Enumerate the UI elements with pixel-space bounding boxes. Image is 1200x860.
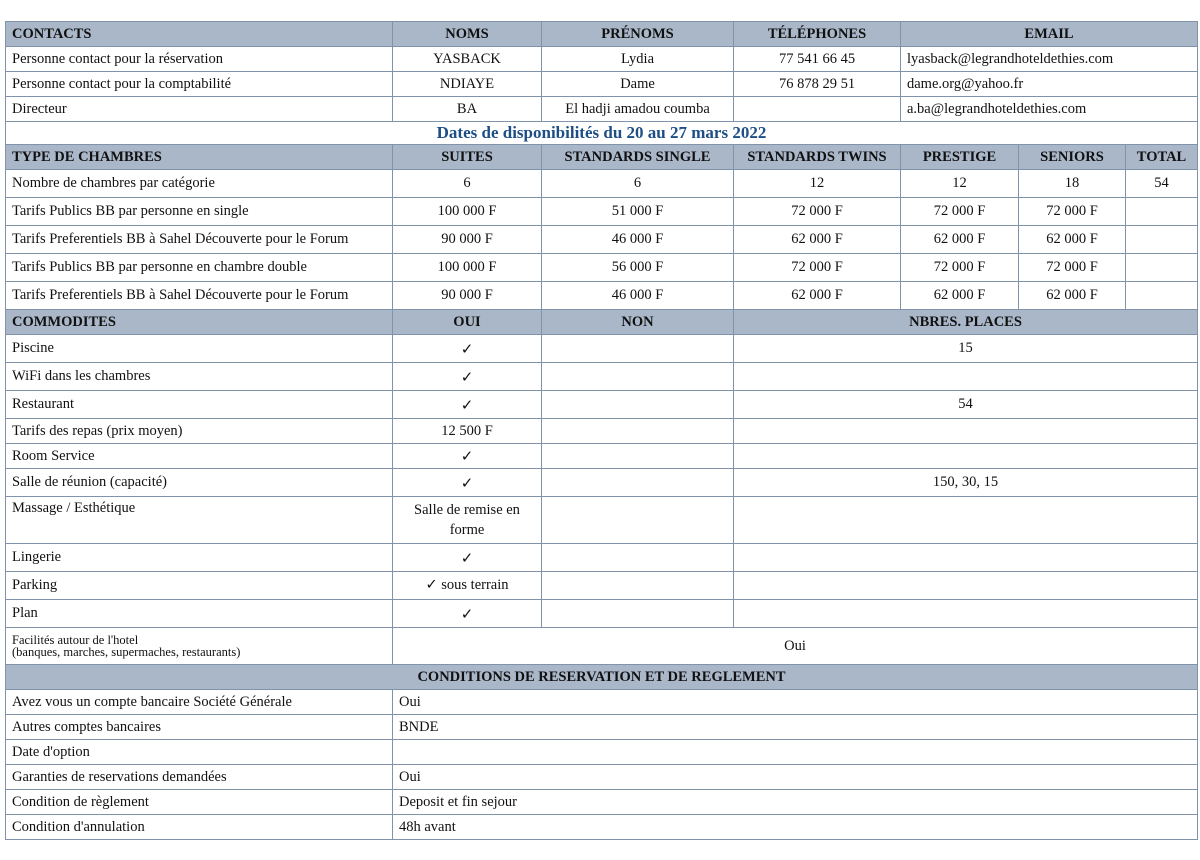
facilities-value: Oui: [393, 628, 1198, 665]
amenity-non: [542, 419, 734, 444]
amenity-oui: [393, 497, 542, 544]
room-row: [6, 226, 1198, 254]
dates-row: [6, 122, 1198, 145]
contact-prenom: El hadji amadou coumba: [542, 97, 734, 122]
condition-value: Oui: [393, 765, 1198, 790]
contact-prenom: Lydia: [542, 47, 734, 72]
room-cell: 51 000 F: [542, 198, 734, 226]
amenity-label: Tarifs des repas (prix moyen): [6, 419, 393, 444]
room-row: [6, 282, 1198, 310]
contact-nom: BA: [393, 97, 542, 122]
amenity-non: [542, 391, 734, 419]
oui-header: OUI: [393, 310, 542, 335]
room-cell: 62 000 F: [734, 226, 901, 254]
room-cell: 100 000 F: [393, 254, 542, 282]
room-cell: 56 000 F: [542, 254, 734, 282]
amenity-row: [6, 391, 1198, 419]
room-cell: [1126, 254, 1198, 282]
contact-row: [6, 97, 1198, 122]
room-cell: 90 000 F: [393, 282, 542, 310]
room-cell: 72 000 F: [901, 198, 1019, 226]
condition-value: Deposit et fin sejour: [393, 790, 1198, 815]
condition-label: Avez vous un compte bancaire Société Générale: [6, 690, 393, 715]
email-header: EMAIL: [901, 22, 1198, 47]
condition-value: Oui: [393, 690, 1198, 715]
dates-title: Dates de disponibilités du 20 au 27 mars 2022: [6, 122, 1198, 145]
amenity-places: [734, 544, 1198, 572]
amenity-oui: 12 500 F: [393, 419, 542, 444]
amenity-non: [542, 497, 734, 544]
places-header: NBRES. PLACES: [734, 310, 1198, 335]
check-icon: ✓: [393, 469, 542, 497]
prestige-header: PRESTIGE: [901, 145, 1019, 170]
room-cell: 100 000 F: [393, 198, 542, 226]
contact-telephone: [734, 97, 901, 122]
commodites-header: COMMODITES: [6, 310, 393, 335]
seniors-header: SENIORS: [1019, 145, 1126, 170]
room-row-label: Tarifs Publics BB par personne en chambre double: [6, 254, 393, 282]
condition-row: [6, 815, 1198, 840]
room-row-label: Tarifs Preferentiels BB à Sahel Découverte pour le Forum: [6, 226, 393, 254]
amenity-row: [6, 335, 1198, 363]
contact-role: Personne contact pour la réservation: [6, 47, 393, 72]
amenity-non: [542, 335, 734, 363]
room-cell: 54: [1126, 170, 1198, 198]
conditions-header-row: [6, 665, 1198, 690]
massage-value: Salle de remise en forme: [414, 502, 520, 538]
room-cell: 90 000 F: [393, 226, 542, 254]
amenity-places: [734, 572, 1198, 600]
contact-telephone: 76 878 29 51: [734, 72, 901, 97]
contact-telephone: 77 541 66 45: [734, 47, 901, 72]
amenity-non: [542, 544, 734, 572]
contact-row: [6, 47, 1198, 72]
amenity-places: 15: [734, 335, 1198, 363]
condition-label: Autres comptes bancaires: [6, 715, 393, 740]
amenity-places: [734, 600, 1198, 628]
amenity-row: [6, 469, 1198, 497]
room-cell: 62 000 F: [901, 282, 1019, 310]
contact-email: lyasback@legrandhoteldethies.com: [901, 47, 1198, 72]
room-cell: 72 000 F: [1019, 254, 1126, 282]
facilities-label-line2: (banques, marches, supermaches, restaurants): [12, 645, 241, 659]
condition-row: [6, 790, 1198, 815]
room-cell: 18: [1019, 170, 1126, 198]
condition-row: [6, 740, 1198, 765]
total-header: TOTAL: [1126, 145, 1198, 170]
room-cell: 6: [393, 170, 542, 198]
amenity-non: [542, 444, 734, 469]
telephones-header: TÉLÉPHONES: [734, 22, 901, 47]
prenoms-header: PRÉNOMS: [542, 22, 734, 47]
contact-nom: YASBACK: [393, 47, 542, 72]
amenity-row: [6, 572, 1198, 600]
condition-row: [6, 715, 1198, 740]
room-row-label: Nombre de chambres par catégorie: [6, 170, 393, 198]
room-row: [6, 170, 1198, 198]
amenity-places: [734, 497, 1198, 544]
room-cell: 72 000 F: [901, 254, 1019, 282]
room-row: [6, 198, 1198, 226]
contact-prenom: Dame: [542, 72, 734, 97]
amenity-non: [542, 600, 734, 628]
room-type-header: TYPE DE CHAMBRES: [6, 145, 393, 170]
amenity-label: Plan: [6, 600, 393, 628]
amenity-non: [542, 469, 734, 497]
condition-value: BNDE: [393, 715, 1198, 740]
amenity-places: [734, 419, 1198, 444]
room-cell: 62 000 F: [1019, 226, 1126, 254]
amenity-row: [6, 419, 1198, 444]
amenity-row: [6, 444, 1198, 469]
room-cell: 72 000 F: [734, 254, 901, 282]
condition-label: Date d'option: [6, 740, 393, 765]
amenities-header-row: [6, 310, 1198, 335]
amenity-row: [6, 544, 1198, 572]
amenity-oui: ✓ sous terrain: [393, 572, 542, 600]
standards-single-header: STANDARDS SINGLE: [542, 145, 734, 170]
contact-role: Personne contact pour la comptabilité: [6, 72, 393, 97]
room-cell: 46 000 F: [542, 282, 734, 310]
room-cell: 62 000 F: [901, 226, 1019, 254]
contacts-header-row: [6, 22, 1198, 47]
amenity-label: Room Service: [6, 444, 393, 469]
amenity-places: 150, 30, 15: [734, 469, 1198, 497]
conditions-title: CONDITIONS DE RESERVATION ET DE REGLEMENT: [6, 665, 1198, 690]
contacts-header: CONTACTS: [6, 22, 393, 47]
contact-role: Directeur: [6, 97, 393, 122]
condition-label: Garanties de reservations demandées: [6, 765, 393, 790]
room-row-label: Tarifs Preferentiels BB à Sahel Découverte pour le Forum: [6, 282, 393, 310]
check-icon: ✓: [393, 600, 542, 628]
room-cell: [1126, 198, 1198, 226]
room-cell: 46 000 F: [542, 226, 734, 254]
room-cell: 72 000 F: [1019, 198, 1126, 226]
room-cell: 6: [542, 170, 734, 198]
contact-nom: NDIAYE: [393, 72, 542, 97]
check-icon: ✓: [393, 444, 542, 469]
amenity-label: Restaurant: [6, 391, 393, 419]
room-row: [6, 254, 1198, 282]
condition-row: [6, 690, 1198, 715]
room-cell: 62 000 F: [1019, 282, 1126, 310]
room-row-label: Tarifs Publics BB par personne en single: [6, 198, 393, 226]
amenity-label: Piscine: [6, 335, 393, 363]
room-cell: 62 000 F: [734, 282, 901, 310]
condition-row: [6, 765, 1198, 790]
check-icon: ✓: [393, 335, 542, 363]
check-icon: ✓: [393, 544, 542, 572]
amenity-non: [542, 572, 734, 600]
amenity-places: 54: [734, 391, 1198, 419]
facilities-label: [6, 628, 393, 665]
room-cell: 72 000 F: [734, 198, 901, 226]
check-icon: ✓: [393, 391, 542, 419]
amenity-label: WiFi dans les chambres: [6, 363, 393, 391]
noms-header: NOMS: [393, 22, 542, 47]
standards-twins-header: STANDARDS TWINS: [734, 145, 901, 170]
non-header: NON: [542, 310, 734, 335]
condition-label: Condition de règlement: [6, 790, 393, 815]
facilities-row: [6, 628, 1198, 665]
condition-label: Condition d'annulation: [6, 815, 393, 840]
amenity-row: [6, 497, 1198, 544]
room-cell: [1126, 226, 1198, 254]
facilities-label-line1: Facilités autour de l'hotel: [12, 633, 139, 647]
room-cell: 12: [901, 170, 1019, 198]
contact-email: dame.org@yahoo.fr: [901, 72, 1198, 97]
amenity-non: [542, 363, 734, 391]
amenity-row: [6, 363, 1198, 391]
amenity-label: Salle de réunion (capacité): [6, 469, 393, 497]
amenity-label: Lingerie: [6, 544, 393, 572]
hotel-info-table: [5, 21, 1198, 840]
contact-email: a.ba@legrandhoteldethies.com: [901, 97, 1198, 122]
amenity-label: Parking: [6, 572, 393, 600]
amenity-row: [6, 600, 1198, 628]
check-icon: ✓: [393, 363, 542, 391]
contact-row: [6, 72, 1198, 97]
amenity-places: [734, 363, 1198, 391]
condition-value: [393, 740, 1198, 765]
suites-header: SUITES: [393, 145, 542, 170]
amenity-places: [734, 444, 1198, 469]
room-cell: [1126, 282, 1198, 310]
condition-value: 48h avant: [393, 815, 1198, 840]
room-cell: 12: [734, 170, 901, 198]
rooms-header-row: [6, 145, 1198, 170]
amenity-label: Massage / Esthétique: [6, 497, 393, 544]
